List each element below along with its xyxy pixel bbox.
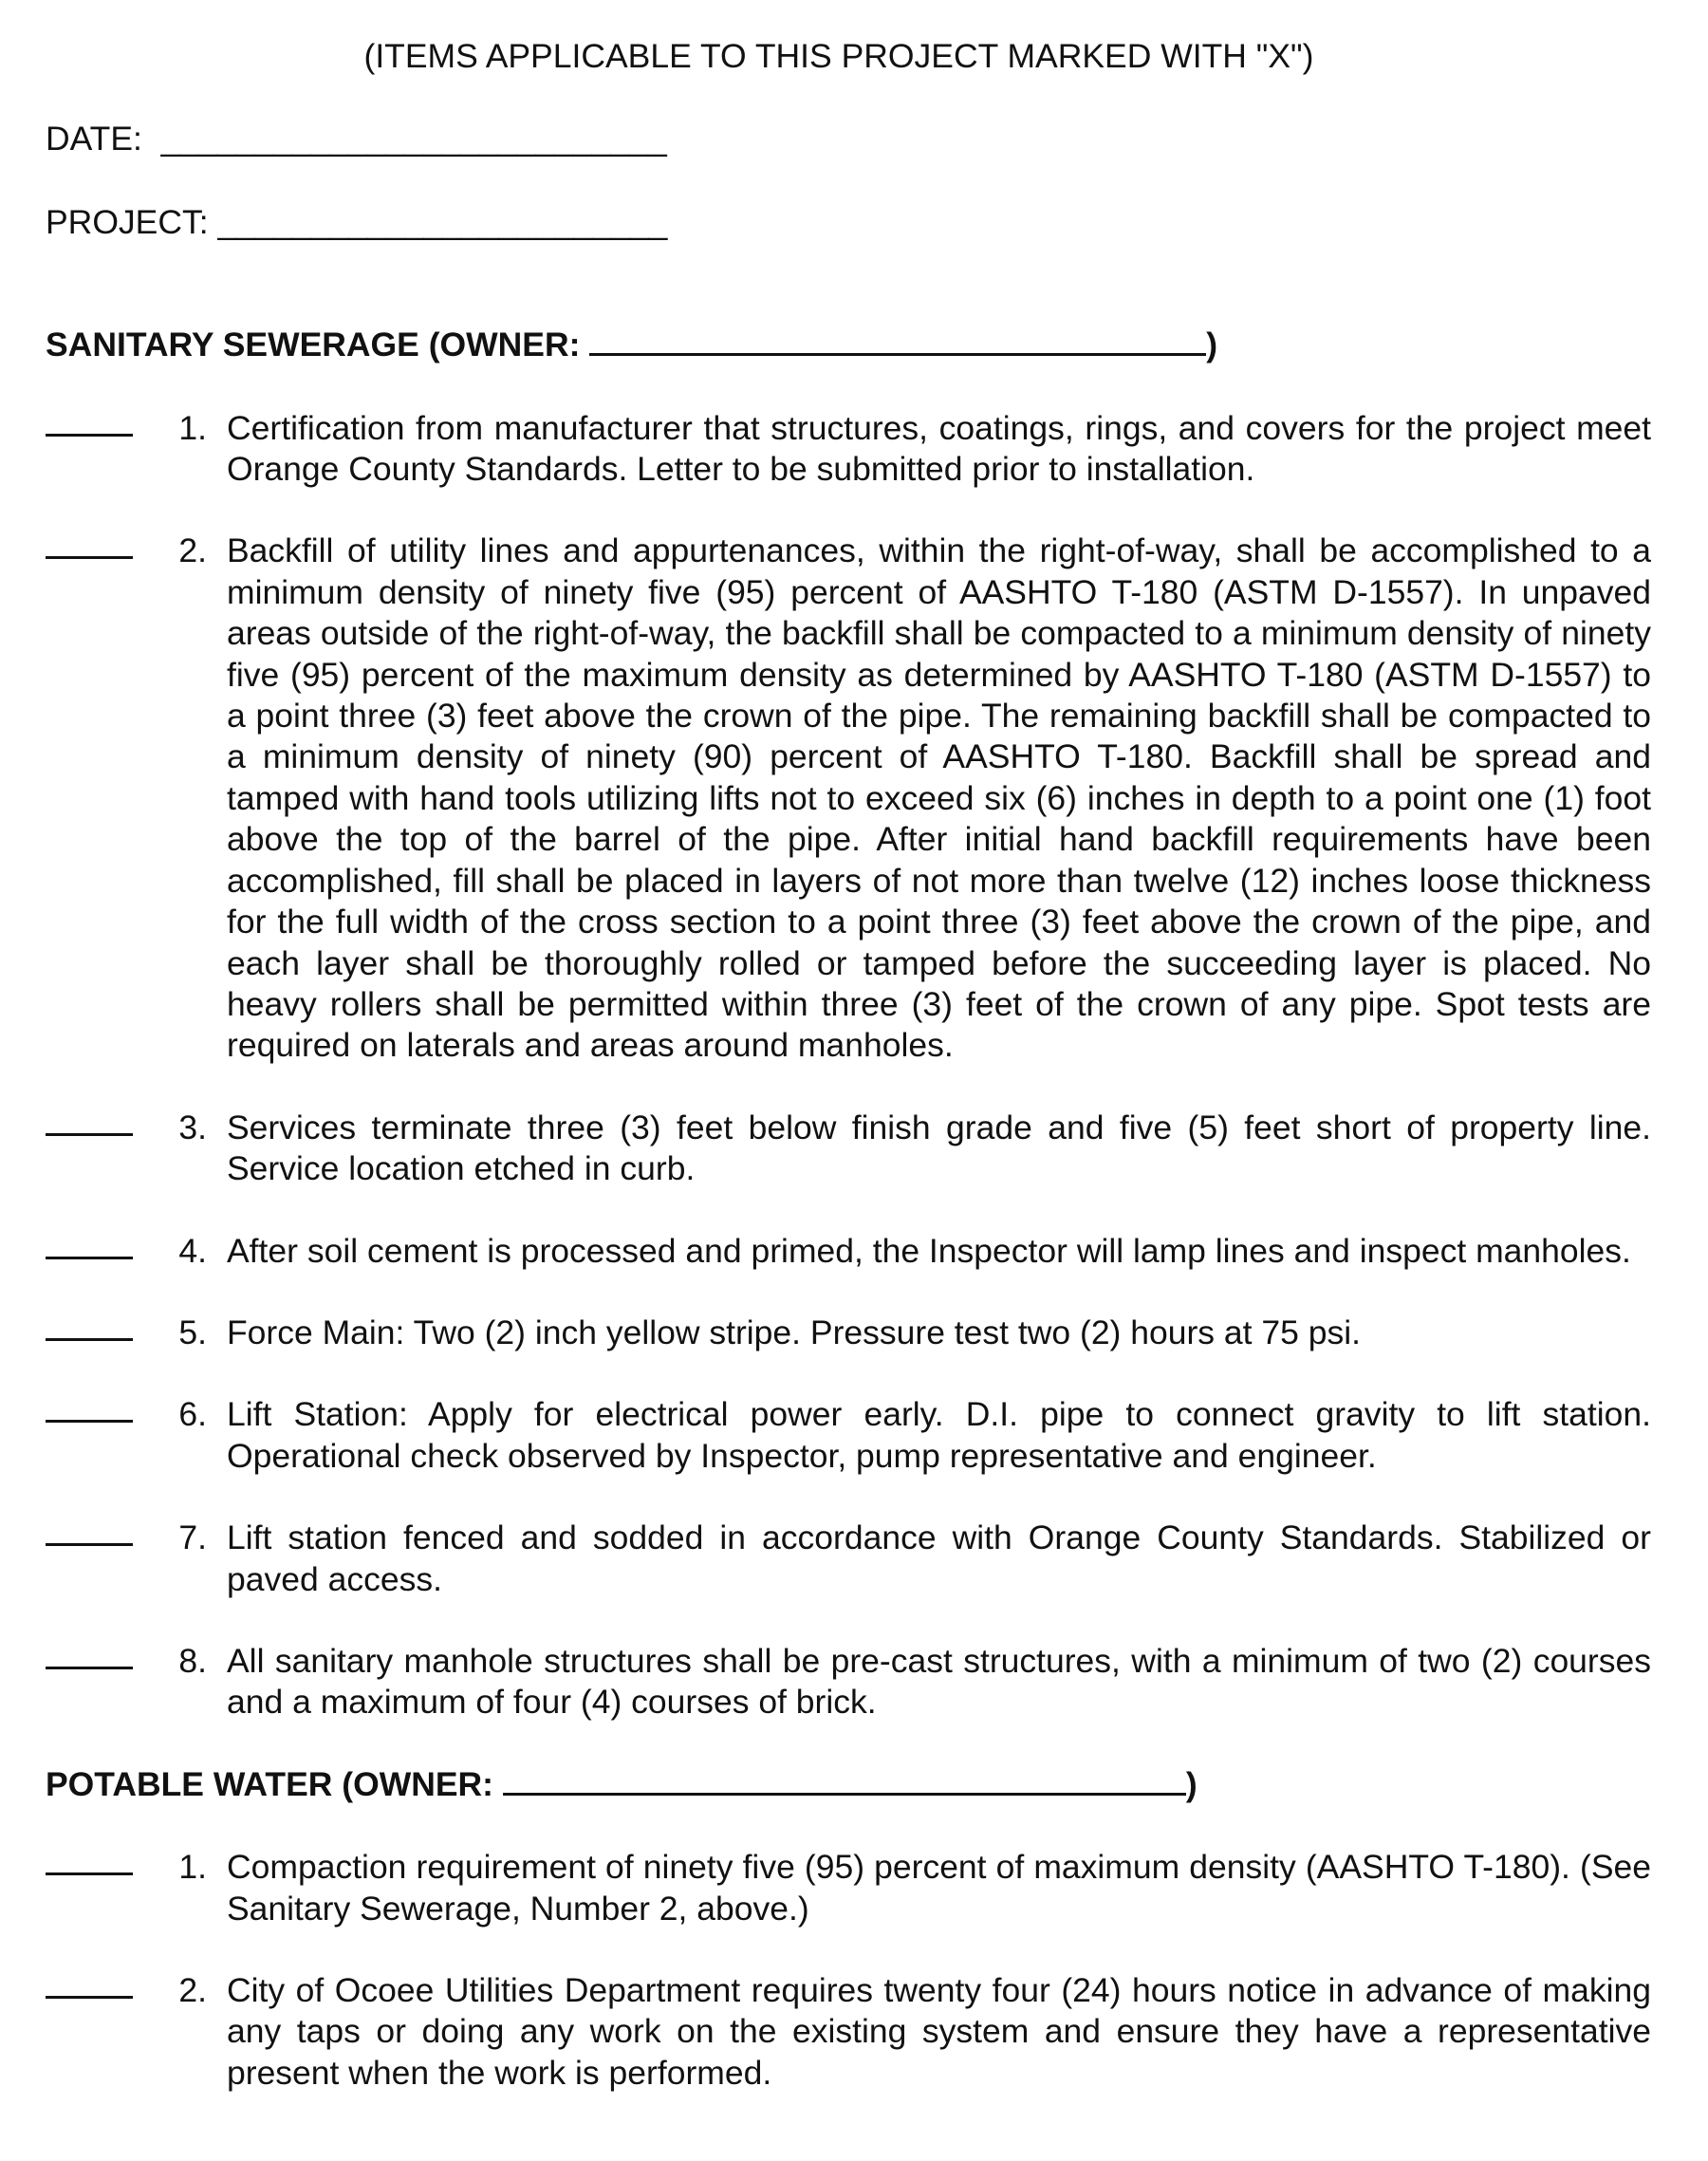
item-text: All sanitary manhole structures shall be pre-cast structures, with a minimum of two (2) courses and a maximum of four (4) courses of brick. — [227, 1641, 1651, 1722]
potable-section-title — [46, 1764, 1651, 1805]
item-text: After soil cement is processed and primed, the Inspector will lamp lines and inspect manholes. — [227, 1231, 1631, 1270]
applicability-checkbox[interactable] — [46, 1847, 133, 1875]
potable-title-close: ) — [1185, 1764, 1197, 1803]
potable-title-text: POTABLE WATER (OWNER: — [46, 1764, 493, 1803]
sanitary-item — [46, 1394, 1651, 1477]
item-text: Certification from manufacturer that structures, coatings, rings, and covers for the project meet Orange County Standards. Letter to be submitted prior to installation. — [227, 408, 1651, 489]
item-text: Force Main: Two (2) inch yellow stripe. Pressure test two (2) hours at 75 psi. — [227, 1313, 1361, 1351]
applicability-checkbox[interactable] — [46, 1518, 133, 1546]
item-number: 2. — [178, 531, 207, 570]
item-number: 3. — [178, 1108, 207, 1146]
item-number: 1. — [178, 1848, 207, 1887]
applicability-note: (ITEMS APPLICABLE TO THIS PROJECT MARKED WITH "X") — [363, 37, 1314, 75]
applicability-checkbox[interactable] — [46, 1313, 133, 1341]
sanitary-item — [46, 1518, 1651, 1600]
item-number: 6. — [178, 1395, 207, 1434]
item-text: Compaction requirement of ninety five (95) percent of maximum density (AASHTO T-180). (See Sanitary Sewerage, Number 2, above.) — [227, 1848, 1651, 1928]
item-number: 7. — [178, 1518, 207, 1557]
sanitary-title-close: ) — [1206, 326, 1218, 364]
item-text: Services terminate three (3) feet below finish grade and five (5) feet short of property line. Service location etched in curb. — [227, 1108, 1651, 1188]
item-text: Lift Station: Apply for electrical power early. D.I. pipe to connect gravity to lift station. Operational check observed by Inspector, pump representative and engineer. — [227, 1395, 1651, 1475]
item-text: City of Ocoee Utilities Department requires twenty four (24) hours notice in advance of making any taps or doing any work on the existing system and ensure they have a representative present when the work is performed. — [227, 1971, 1651, 2092]
applicability-checkbox[interactable] — [46, 1108, 133, 1136]
applicability-checkbox[interactable] — [46, 1394, 133, 1423]
date-row — [46, 119, 1651, 159]
sanitary-item — [46, 408, 1651, 491]
item-number: 4. — [178, 1231, 207, 1270]
date-label: DATE: — [46, 120, 142, 158]
sanitary-item — [46, 1108, 1651, 1190]
potable-owner-field[interactable] — [503, 1764, 1186, 1796]
sanitary-owner-field[interactable] — [589, 325, 1206, 356]
date-field[interactable]: ___________________________ — [160, 120, 667, 158]
project-row — [46, 202, 1651, 243]
applicability-checkbox[interactable] — [46, 531, 133, 559]
item-number: 8. — [178, 1641, 207, 1680]
sanitary-item — [46, 531, 1651, 1066]
item-text: Lift station fenced and sodded in accordance with Orange County Standards. Stabilized or paved access. — [227, 1518, 1651, 1598]
potable-item — [46, 1847, 1651, 1929]
applicability-checkbox[interactable] — [46, 1641, 133, 1669]
sanitary-section-title — [46, 325, 1651, 365]
applicability-checkbox[interactable] — [46, 1970, 133, 1999]
project-label: PROJECT: — [46, 202, 209, 241]
applicability-checkbox[interactable] — [46, 408, 133, 437]
item-number: 2. — [178, 1971, 207, 2009]
item-number: 1. — [178, 408, 207, 447]
potable-item — [46, 1970, 1651, 2094]
applicability-checkbox[interactable] — [46, 1231, 133, 1259]
sanitary-item — [46, 1231, 1651, 1272]
sanitary-item — [46, 1313, 1651, 1353]
item-text: Backfill of utility lines and appurtenances, within the right-of-way, shall be accomplished to a minimum density of ninety five (95) percent of AASHTO T-180 (ASTM D-1557). In unpaved areas outside of the right-of-way, the backfill shall be compacted to a minimum density of ninety five (95) percent of the maximum density as determined by AASHTO T-180 (ASTM D-1557) to a point three (3) feet above the crown of the pipe. The remaining backfill shall be compacted to a minimum density of ninety (90) percent of AASHTO T-180. Backfill shall be spread and tamped with hand tools utilizing lifts not to exceed six (6) inches in depth to a point one (1) foot above the top of the barrel of the pipe. After initial hand backfill requirements have been accomplished, fill shall be placed in layers of not more than twelve (12) inches loose thickness for the full width of the cross section to a point three (3) feet above the crown of the pipe, and each layer shall be thoroughly rolled or tamped before the succeeding layer is placed. No heavy rollers shall be permitted within three (3) feet of the crown of any pipe. Spot tests are required on laterals and areas around manholes. — [227, 531, 1651, 1065]
sanitary-item — [46, 1641, 1651, 1723]
item-number: 5. — [178, 1313, 207, 1351]
project-field[interactable]: ________________________ — [217, 202, 668, 241]
sanitary-title-text: SANITARY SEWERAGE (OWNER: — [46, 326, 581, 364]
